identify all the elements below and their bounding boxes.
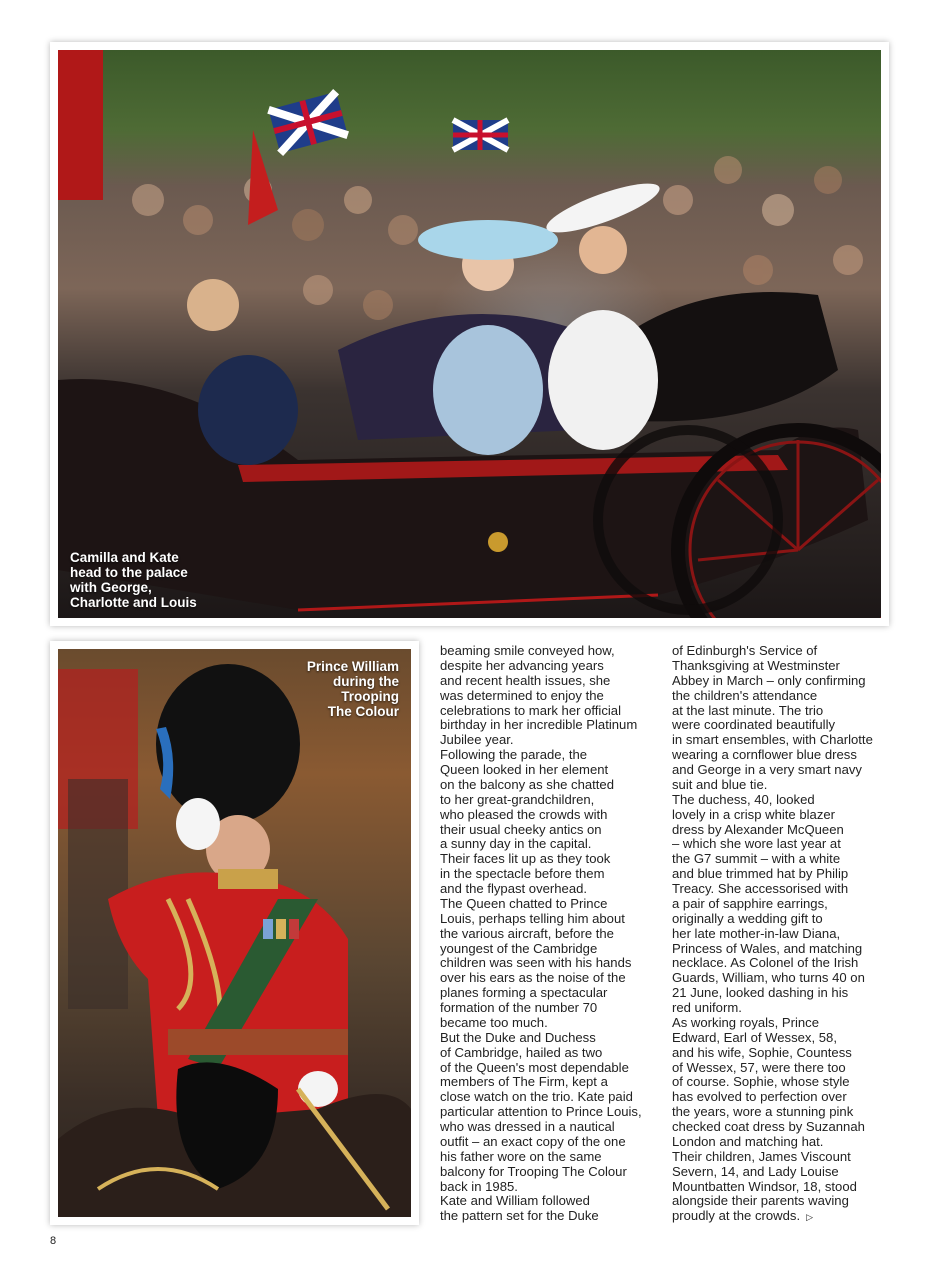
top-photo-caption: Camilla and Kate head to the palace with George, Charlotte and Louis bbox=[70, 550, 197, 610]
page-number: 8 bbox=[50, 1235, 57, 1247]
article-column-2 bbox=[672, 644, 894, 1225]
article-column-1: beaming smile conveyed how, despite her advancing years and recent health issues, she was determined to enjoy the celebrations to mark her official birthday in her incredible Platinum Jubilee year. Following the parade, the Queen looked in her element on the balcony as she chatted to her great-grandchildren, who pleased the crowds with their usual cheeky antics on a sunny day in the capital. Their faces lit up as they took in the spectacle before them and the flypast overhead. The Queen chatted to Prince Louis, perhaps telling him about the various aircraft, before the youngest of the Cambridge children was seen with his hands over his ears as the noise of the planes forming a spectacular formation of the number 70 became too much. But the Duke and Duchess of Cambridge, hailed as two of the Queen's most dependable members of The Firm, kept a close watch on the trio. Kate paid particular attention to Prince Louis, who was dressed in a nautical outfit – an exact copy of the one his father wore on the same balcony for Trooping The Colour back in 1985. Kate and William followed the pattern set for the Duke bbox=[440, 643, 642, 1224]
bottom-photo-frame bbox=[50, 641, 419, 1225]
prince-william-photo-illustration bbox=[58, 649, 411, 1217]
article-column-2-text: of Edinburgh's Service of Thanksgiving at Westminster Abbey in March – only confirming the children's attendance at the last minute. The trio were coordinated beautifully in smart ensembles, with Charlotte wearing a cornflower blue dress and George in a very smart navy suit and blue tie. The duchess, 40, looked lovely in a crisp white blazer dress by Alexander McQueen – which she wore last year at the G7 summit – with a white and blue trimmed hat by Philip Treacy. She accessorised with a pair of sapphire earrings, originally a wedding gift to her late mother-in-law Diana, Princess of Wales, and matching necklace. As Colonel of the Irish Guards, William, who turns 40 on 21 June, looked dashing in his red uniform. As working royals, Prince Edward, Earl of Wessex, 58, and his wife, Sophie, Countess of Wessex, 57, were there too of course. Sophie, whose style has evolved to perfection over the years, wore a stunning pink checked coat dress by Suzannah London and matching hat. Their children, James Viscount Severn, 14, and Lady Louise Mountbatten Windsor, 18, stood alongside their parents waving proudly at the crowds. bbox=[672, 643, 873, 1224]
union-flag-icon bbox=[268, 92, 347, 154]
carriage-photo bbox=[58, 50, 881, 618]
carriage-photo-illustration bbox=[58, 50, 881, 618]
end-mark-icon: ▷ bbox=[806, 1212, 814, 1223]
bottom-photo-caption: Prince William during the Trooping The Colour bbox=[306, 659, 399, 719]
top-photo-frame bbox=[50, 42, 889, 626]
prince-william-photo bbox=[58, 649, 411, 1217]
